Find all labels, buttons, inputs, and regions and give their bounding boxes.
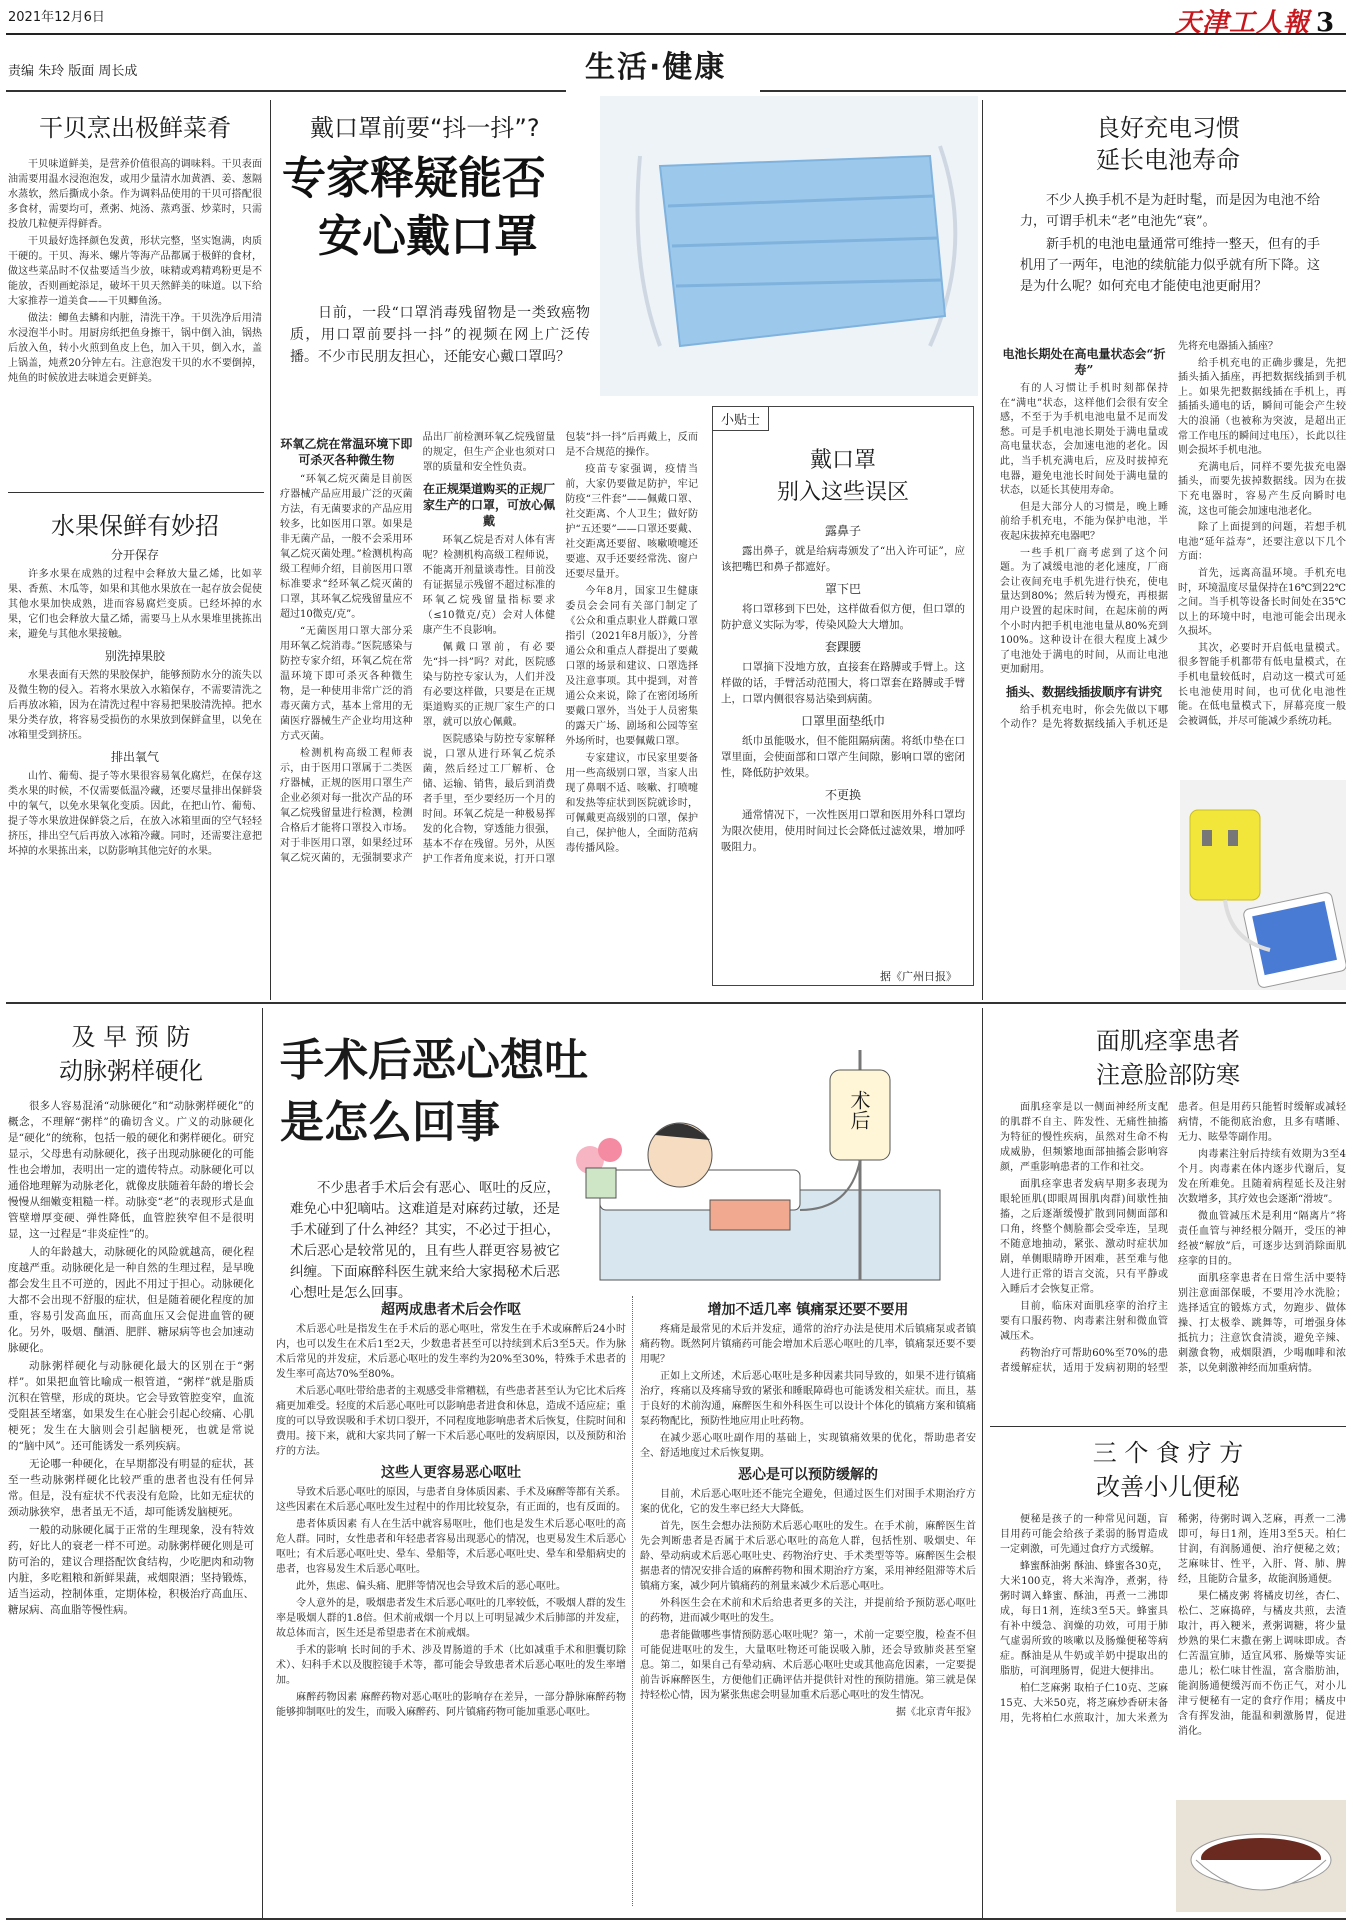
artery-body — [8, 1098, 254, 1618]
rule-mid-left — [6, 1002, 1346, 1004]
surgery-para: 目前，术后恶心呕吐还不能完全避免，但通过医生们对围手术期治疗方案的优化，它的发生率已经大大降低。 — [640, 1489, 976, 1515]
face-title-line1: 面肌痉挛患者 — [1096, 1027, 1240, 1055]
battery-para: 其次，必要时开启低电量模式。很多智能手机都带有低电量模式，在手机电量较低时，启动这一模式可延长电池使用时间，也可优化电池性能。在低电量模式下，屏幕亮度一般会被调低，并尽可能减少系统功耗。 — [1178, 642, 1346, 727]
mask-headline-line2: 安心戴口罩 — [318, 211, 538, 262]
header-editors: 责编 朱玲 版面 周长成 — [8, 64, 138, 79]
scallop-para: 做法：鲫鱼去鳞和内脏，清洗干净。干贝洗净后用清水浸泡半小时。用厨房纸把鱼身擦干，锅中倒入油，锅热后放入鱼，转小火煎到鱼皮上色，加入干贝，倒入水，盖上锅盖，炖煮20分钟左右。注意泡发干贝的水不要倒掉，炖鱼的时候放进去味道会更鲜美。 — [8, 313, 262, 384]
surgery-para: 此外，焦虑、偏头痛、肥胖等情况也会导致术后的恶心呕吐。 — [296, 1581, 566, 1592]
surgery-subhead-3: 增加不适几率 镇痛泵还要不要用 — [707, 1302, 909, 1318]
face-para: 面肌痉挛患者发病早期多表现为眼轮匝肌(即眼周围肌肉群)间歇性抽搐，之后逐渐缓慢扩散到同侧面部和口角，终整个侧脸都会受牵连，呈现不随意地抽动，紧张、激动时症状加剧，单侧眼睛睁开困难，甚至难与他人进行正常的语言交流，只有平静或入睡后才会恢复正常。 — [1000, 1179, 1168, 1295]
battery-para: 充满电后，同样不要先拔充电器插头，而要先拔掉数据线。因为在拔下充电器时，容易产生反向瞬时电流，这也可能会加速电池老化。 — [1178, 461, 1346, 517]
face-para: 药物治疗可帮助60%至70%的患者缓解症状，适用于发病初期的轻型患者。但是用药只能暂时缓解或减轻病情，不能彻底治愈，且多有嗜睡、无力、眩晕等副作用。 — [1000, 1102, 1346, 1374]
surgery-subhead-1: 超两成患者术后会作呕 — [381, 1302, 521, 1318]
fruit-subhead: 别洗掉果胶 — [104, 649, 165, 663]
artery-para: 很多人容易混淆“动脉硬化”和“动脉粥样硬化”的概念，不理解“粥样”的确切含义。广义的动脉硬化是“硬化”的统称，包括一般的硬化和粥样硬化。研究显示，父母患有动脉硬化，孩子出现动脉硬化的可能性也会增加，表明出一定的遗传特点。动脉硬化可以通俗地理解为动脉老化，就像皮肤随着年龄的增长会慢慢从细嫩变粗糙一样。动脉变“老”的表现形式是血管壁增厚变硬、弹性降低，血管腔狭窄但不是很明显，这一过程是“非炎症性”的。 — [8, 1100, 254, 1240]
battery-para: 一些手机厂商考虑到了这个问题。为了减缓电池的老化速度，厂商会让夜间充电手机先进行快充，使电量达到80%；然后转为慢充，再根据用户设置的起床时间，在起床前的两个小时内把手机电池电量从80%充到100%。这种设计在很大程度上减少了电池处于满电的时间，从而让电池更加耐用。 — [1000, 547, 1168, 676]
face-para: 肉毒素注射后持续有效期为3至4个月。肉毒素在体内逐步代谢后，复发在所难免。且随着病程延长及注射次数增多，其疗效也会逐渐“滑坡”。 — [1178, 1149, 1346, 1205]
surgical-mask-icon — [600, 96, 978, 396]
face-title-line2: 注意脸部防寒 — [1096, 1061, 1240, 1089]
tips-box — [712, 406, 974, 986]
mask-para: 检测机构高级工程师表示，由于医用口罩属于二类医疗器械，正规的医用口罩生产企业必须对每一批次产品的环氧乙烷残留量进行检测，检测合格后才能将口罩投入市场。对于非医用口罩，如果经过环氧乙烷灭菌的，无强制要求产品出厂前检测环氧乙烷残留量的规定，但生产企业也须对口罩的质量和安全性负责。 — [280, 432, 556, 864]
patient-iv-illustration-icon — [560, 1040, 976, 1290]
face-title — [990, 1024, 1346, 1092]
mask-subhead-2: 在正规渠道购买的正规厂家生产的口罩，可放心佩戴 — [422, 482, 555, 528]
fruit-title: 水果保鲜有妙招 — [51, 512, 219, 540]
rule-col1-bottom — [262, 1008, 263, 1918]
artery-para: 动脉粥样硬化与动脉硬化最大的区别在于“粥样”。如果把血管比喻成一根管道，“粥样”就是脂质沉积在管壁，形成的斑块。它会导致管腔变窄，血流受阻甚至堵塞，如果发生在心脏会引起心绞痛、心肌梗死；发生在大脑则会引起脑梗死，也就是常说的“脑中风”。还可能诱发一系列疾病。 — [8, 1360, 254, 1452]
surgery-subhead-2: 这些人更容易恶心呕吐 — [381, 1465, 521, 1481]
tips-para: 露出鼻子，就是给病毒颁发了“出入许可证”，应该把嘴巴和鼻子都遮好。 — [721, 545, 965, 573]
fruit-para: 山竹、葡萄、提子等水果很容易氧化腐烂，在保存这类水果的时候，不仅需要低温冷藏，还要尽量排出保鲜袋中的氧气，以免水果氧化变质。因此，在把山竹、葡萄、提子等水果放进保鲜袋之后，在放入冰箱里面的空气轻轻挤压，排出空气后再放入冰箱冷藏。同时，还需要注意把坏掉的水果拣出来，以防影响其他完好的水果。 — [8, 771, 262, 857]
surgery-para: 外科医生会在术前和术后给患者更多的关注，并提前给予预防恶心呕吐的药物，进而减少呕吐的发生。 — [640, 1598, 976, 1624]
rule-face-kids — [990, 1426, 1346, 1427]
mask-para: “环氧乙烷灭菌是目前医疗器械产品应用最广泛的灭菌方法，有无菌要求的产品应用较多，比如医用口罩。如果是非无菌产品，一般不会采用环氧乙烷灭菌处理。”检测机构高级工程师介绍，目前医用口罩标准要求“经环氧乙烷灭菌的口罩，其环氧乙烷残留量应不超过10微克/克”。 — [280, 474, 413, 620]
surgery-para: 患者能做哪些事情预防恶心呕吐呢？第一，术前一定要空腹，检查不但可能促进呕吐的发生，大量呕吐物还可能误吸入肺，还会导致肺炎甚至窒息。第二，如果自己有晕动病、术后恶心呕吐史或其他高危因素，一定要提前告诉麻醉医生，方便他们正确评估并提供针对性的预防措施。第三就是保持轻松心情，因为紧张焦虑会明显加重术后恶心呕吐的发生情况。 — [640, 1630, 976, 1701]
rule-scallop-fruit — [8, 492, 264, 493]
tips-subhead: 露鼻子 — [824, 524, 861, 538]
battery-para: 有的人习惯让手机时刻都保持在“满电”状态，这样他们会很有安全感，不至于为手机电池电量不足而发愁。可是手机电池长期处于满电量或高电量状态，会加速电池的老化。因此，当手机充满电后，应及时拔掉充电器，避免电池长时间处于满电量的状态，以延长其使用寿命。 — [1000, 383, 1168, 497]
surgery-body-left — [276, 1296, 626, 1906]
kids-title-line2: 改善小儿便秘 — [1096, 1473, 1240, 1501]
battery-lead — [1020, 190, 1320, 299]
tips-subhead: 口罩里面垫纸巾 — [800, 714, 885, 728]
mask-para: 佩戴口罩前，有必要先“抖一抖”吗？对此，医院感染与防控专家认为，人们并没有必要这样做，只要是在正规渠道购买的正规厂家生产的口罩，就可以放心佩戴。 — [422, 642, 556, 728]
surgery-para: 在减少恶心呕吐副作用的基础上，实现镇痛效果的优化，帮助患者安全、舒适地度过术后恢复期。 — [640, 1433, 976, 1459]
battery-para: 但是大部分人的习惯是，晚上睡前给手机充电，不能为保护电池，半夜起床拔掉充电器吧？ — [1000, 501, 1168, 542]
surgery-para: 首先，医生会想办法预防术后恶心呕吐的发生。在手术前，麻醉医生首先会判断患者是否属于术后恶心呕吐的高危人群，包括性别、吸烟史、年龄、晕动病或术后恶心呕吐史、药物治疗史、手术类型等等。麻醉医生会根据患者的情况安排合适的麻醉药物和围术期治疗方案，采用神经阻滞等术后镇痛方案，减少阿片镇痛药的剂量来减少术后恶心呕吐。 — [640, 1521, 976, 1592]
battery-para: 除了上面提到的问题，若想手机电池“延年益寿”，还要注意以下几个方面： — [1178, 522, 1346, 563]
mask-para: 环氧乙烷是否对人体有害呢？检测机构高级工程师说，不能离开剂量谈毒性。目前没有证据显示残留不超过标准的环氧乙烷残留量指标要求（≤10微克/克）会对人体健康产生不良影响。 — [422, 535, 556, 636]
face-body — [1000, 1100, 1346, 1420]
surgery-para: 导致术后恶心呕吐的原因，与患者自身体质因素、手术及麻醉等都有关系。这些因素在术后恶心呕吐发生过程中的作用比较复杂，有正面的，也有反面的。 — [276, 1487, 626, 1513]
surgery-headline-line1: 手术后恶心想吐 — [280, 1035, 588, 1086]
tips-para: 通常情况下，一次性医用口罩和医用外科口罩均为限次使用，使用时间过长会降低过滤效果，增加呼吸阻力。 — [721, 809, 965, 853]
tips-para: 口罩摘下没地方放，直接套在路膊或手臂上。这样做的话，手臂活动范围大，将口罩套在路膊或手臂上，口罩内侧很容易沾染到病菌。 — [721, 661, 965, 705]
tips-para: 纸巾虽能吸水，但不能阻隔病菌。将纸巾垫在口罩里面，会使面部和口罩产生间隙，影响口罩的密闭性，降低防护效果。 — [721, 735, 965, 779]
rule-col1 — [270, 100, 271, 1000]
fruit-subhead: 分开保存 — [110, 548, 159, 562]
header-rule-top — [6, 33, 1346, 35]
face-para: 微血管减压术是利用“隔离片”将责任血管与神经根分隔开，受压的神经被“解放”后，可逐步达到消除面肌痉挛的目的。 — [1178, 1211, 1346, 1267]
tips-subhead: 套踝腰 — [824, 640, 861, 654]
scallop-body — [8, 157, 262, 386]
rule-surgery-inner — [632, 1296, 633, 1906]
kids-title — [990, 1436, 1346, 1504]
artery-para: 无论哪一种硬化，在早期都没有明显的症状，甚至一些动脉粥样硬化比较严重的患者也没有任何异常。但是，没有症状不代表没有危险，比如无症状的颈动脉狭窄，患者虽无不适，却可能诱发脑梗死。 — [8, 1458, 254, 1518]
page-number: 3 — [1316, 8, 1336, 38]
kids-para: 蜂蜜酥油粥 酥油、蜂蜜各30克，大米100克，将大米淘净，煮粥，待粥时调入蜂蜜、酥油，再煮一二沸即成，每日1剂，连续3至5天。蜂蜜具有补中缓急、润燥的功效，可用于肺气虚弱所致的咳嗽以及肠燥便秘等病症。酥油是从牛奶或羊奶中提取出的脂肪，可润理肠胃，促进大便排出。 — [1000, 1561, 1168, 1677]
surgery-para: 术后恶心吐是指发生在手术后的恶心呕吐，常发生在手术或麻醉后24小时内，也可以发生在术后1至2天，少数患者甚至可以持续到术后3至5天。作为脉术后常见的并发症，术后恶心呕吐的发生率约为20%至30%，特殊手术患者的发生率可高达70%至80%。 — [276, 1324, 626, 1380]
scallop-para: 干贝味道鲜美，是营养价值很高的调味料。干贝表面油需要用温水浸泡泡发，或用少量清水加黄酒、姜、葱隔水蒸软，然后撕成小条。作为调料品使用的干贝可搭配很多食材，需要均可，煮粥、炖汤、蒸鸡蛋、炒菜时，只需投放几粒便弄得鲜香。 — [8, 159, 262, 230]
mask-lead: 日前，一段“口罩消毒残留物是一类致癌物质，用口罩前要抖一抖”的视频在网上广泛传播。不少市民朋友担心，还能安心戴口罩吗？ — [290, 305, 590, 365]
battery-para: 给手机充电时，你会先做以下哪个动作？是先将数据线插入手机还是先将充电器插入插座？ — [1000, 341, 1278, 731]
tips-subhead: 不更换 — [824, 788, 861, 802]
battery-title-line1: 良好充电习惯 — [1096, 114, 1240, 142]
face-para: 面肌痉挛是以一侧面神经所支配的肌群不自主、阵发性、无痛性抽搐为特征的慢性疾病，虽然对生命不构成威胁，但频繁地面部抽搐会影响容颜，严重影响患者的工作和社交。 — [1000, 1102, 1168, 1173]
surgery-headline-line2: 是怎么回事 — [280, 1097, 500, 1148]
mask-para: 疫苗专家强调，疫情当前，大家仍要做足防护，牢记防疫“三件套”——佩戴口罩、社交距离、个人卫生；做好防护“五还要”——口罩还要戴、社交距离还要留、咳嗽喷嚏还要遮、双手还要经常洗、窗户还要尽量开。 — [565, 464, 698, 580]
mask-para: “无菌医用口罩大部分采用环氧乙烷消毒。”医院感染与防控专家介绍，环氧乙烷在常温环境下即可杀灭各种微生物，是一种使用非常广泛的消毒灭菌方式，基本上常用的无菌医疗器械生产企业均用这种方式灭菌。 — [280, 626, 413, 742]
battery-para: 首先，远离高温环境。手机充电时，环境温度尽量保持在16℃到22℃之间。当手机等设备长时间处在35℃以上的环境中时，电池可能会出现永久损坏。 — [1178, 567, 1346, 638]
mask-headline-line1: 专家释疑能否 — [282, 153, 546, 204]
mask-para: 专家建议，市民家里要备用一些高级别口罩，当家人出现了鼻咽不适、咳嗽、打喷嚏和发热等症状到医院就诊时，可佩戴更高级别的口罩，保护自己，保护他人，全面防范病毒传播风险。 — [565, 753, 698, 854]
battery-subhead-1: 电池长期处在高电量状态会“折寿” — [1002, 347, 1166, 377]
porridge-bowl-icon — [1176, 1800, 1346, 1912]
battery-body — [1000, 340, 1346, 760]
tips-subhead: 罩下巴 — [824, 582, 861, 596]
phone-charging-image — [1180, 780, 1346, 990]
battery-title-line2: 延长电池寿命 — [1096, 146, 1240, 174]
mask-subhead-1: 环氧乙烷在常温环境下即可杀灭各种微生物 — [280, 437, 413, 467]
kids-para: 便秘是孩子的一种常见问题，盲目用药可能会给孩子柔弱的肠胃造成一定刺激，可先通过食疗方式缓解。 — [1000, 1514, 1168, 1555]
header-date: 2021年12月6日 — [8, 10, 105, 25]
surgery-para: 令人意外的是，吸烟患者发生术后恶心呕吐的几率较低，不吸烟人群的发生率是吸烟人群的1.8倍。但术前戒烟一个月以上可明显减少术后肺部的并发症，故总体而言，医生还是希望患者在术前戒烟。 — [276, 1598, 626, 1639]
surgery-lead: 不少患者手术后会有恶心、呕吐的反应，难免心中犯嘀咕。这难道是对麻药过敏，还是手术碰到了什么神经？其实，不必过于担心，术后恶心是较常见的，且有些人群更容易被它纠缠。下面麻醉科医生就来给大家揭秘术后恶心想吐是怎么回事。 — [290, 1180, 560, 1301]
scallop-para: 干贝最好选择颜色发黄，形状完整，坚实饱满，肉质干硬的。干贝、海米、螺片等海产品都属于极鲜的食材，做这些菜品时不仅盐要适当少放，味精或鸡精鸡粉更是不能放，否则画蛇添足，破坏干贝天然鲜美的味道。以下给大家推荐一道美食——干贝鲫鱼汤。 — [8, 236, 262, 307]
surgery-body-right — [640, 1296, 976, 1906]
battery-title — [990, 112, 1346, 176]
article-fruit — [8, 500, 262, 861]
battery-lead-para: 不少人换手机不是为赶时髦，而是因为电池不给力，可谓手机未“老”电池先“衰”。 — [1020, 193, 1320, 229]
battery-subhead-2: 插头、数据线插拔顺序有讲究 — [1005, 684, 1162, 699]
section-title: 生活·健康 — [585, 50, 727, 85]
mask-body — [280, 430, 698, 950]
artery-title-line2: 动脉粥样硬化 — [59, 1057, 203, 1085]
rule-col3 — [982, 100, 983, 1000]
surgery-illustration — [560, 1040, 976, 1290]
tips-label: 小贴士 — [712, 406, 769, 431]
mask-para: 今年8月，国家卫生健康委员会会同有关部门制定了《公众和重点职业人群戴口罩指引（2021年8月版）》，分普通公众和重点人群提出了要戴口罩的场景和建议、口罩选择及注意事项。其中提到，对普通公众来说，除了在密闭场所要戴口罩外，当处于人员密集的露天广场、剧场和公园等室外场所时，也要佩戴口罩。 — [565, 586, 698, 747]
surgery-image-label: 术后 — [847, 1090, 871, 1130]
surgery-para: 术后恶心呕吐带给患者的主观感受非常糟糕，有些患者甚至认为它比术后疼痛更加难受。轻度的术后恶心呕吐可以影响患者进食和休息，造成不适应症；重度的可以导致误吸和手术切口裂开，不同程度地影响患者术后恢复，住院时间和费用。接下来，就和大家共同了解一下术后恶心呕吐的发病原因，以及预防和治疗的方法。 — [276, 1386, 626, 1457]
mask-kicker: 戴口罩前要“抖一抖”? — [310, 114, 540, 142]
artery-title-line1: 及 早 预 防 — [71, 1023, 191, 1051]
battery-para: 给手机充电的正确步骤是，先把插头插入插座，再把数据线插到手机上。如果先把数据线插在手机上，再插插头通电的话，瞬间可能会产生较大的浪涌（也被称为突波，是超出正常工作电压的瞬间过电压），长此以往则会损坏手机电池。 — [1178, 357, 1346, 457]
surgery-para: 患者体质因素 有人在生活中就容易呕吐，他们也是发生术后恶心呕吐的高危人群。同时，女性患者和年轻患者容易出现恶心的情况，也更易发生术后恶心呕吐；有术后恶心呕吐史、晕车、晕船等，术后恶心呕吐史、晕车和晕船病史的患者，也容易发生术后恶心呕吐。 — [276, 1519, 626, 1575]
surgery-para: 正如上文所述，术后恶心呕吐是多种因素共同导致的，如果不进行镇痛治疗，疼痛以及疼痛导致的紧张和睡眠障碍也可能诱发相关症状。而且，基于良好的术前沟通，麻醉医生和外科医生可以设计个体化的镇痛方案和镇痛泵药物配比，预防性地应用止吐药物。 — [640, 1371, 976, 1427]
mask-source: 据《广州日报》 — [880, 970, 957, 983]
article-scallop — [8, 100, 262, 388]
surgery-para: 疼痛是最常见的术后并发症，通常的治疗办法是使用术后镇痛泵或者镇痛药物。既然阿片镇痛药可能会增加术后恶心呕吐的几率，镇痛泵还要不要用呢？ — [640, 1324, 976, 1365]
rule-col3-bottom — [982, 1008, 983, 1918]
kids-title-line1: 三 个 食 疗 方 — [1092, 1439, 1244, 1467]
surgery-para: 手术的影响 长时间的手术、涉及胃肠道的手术（比如减重手术和胆囊切除术）、妇科手术以及腹腔镜手术等，都可能会导致患者术后恶心呕吐的发生率增加。 — [276, 1645, 626, 1686]
tips-para: 将口罩移到下巴处，这样做看似方便，但口罩的防护意义实际为零，传染风险大大增加。 — [721, 603, 965, 631]
porridge-image — [1176, 1800, 1346, 1912]
artery-title — [8, 1020, 254, 1088]
face-para: 面肌痉挛患者在日常生活中要特别注意面部保暖，不要用冷水洗脸；选择适宜的锻炼方式，勿跑步、做体操、打太极拳、跳舞等，可增强身体抵抗力；注意饮食清淡，避免辛辣、刺激食物，戒烟限酒，少喝咖啡和浓茶，以免刺激神经而加重病情。 — [1178, 1273, 1346, 1374]
mask-image — [600, 96, 978, 396]
surgery-source: 据《北京青年报》 — [896, 1707, 976, 1718]
rule-bottom — [6, 1918, 1346, 1920]
artery-para: 人的年龄越大，动脉硬化的风险就越高，硬化程度越严重。动脉硬化是一种自然的生理过程，是早晚都会发生且不可逆的，因此不用过于担心。动脉硬化大都不会出现不舒服的症状，但是随着硬化程度的加重，容易引发高血压，而高血压又会促进血管的硬化。另外，吸烟、酗酒、肥胖、糖尿病等也会加速动脉硬化。 — [8, 1246, 254, 1354]
kids-para: 果仁橘皮粥 将橘皮切丝，杏仁、松仁、芝麻捣碎，与橘皮共煎，去渣取汁，再入粳米，煮粥调糖，将少量炒熟的果仁末撒在粥上调味即成。杏仁苦温宣肺，适宜风邪、肠燥等实证患儿；松仁味甘性温，富含脂肪油，能润肠通便缓泻而不伤正气，对小儿津亏便秘有一定的食疗作用；橘皮中含有挥发油，能温和刺激肠胃，促进消化。 — [1178, 1591, 1346, 1737]
header-rule-right — [760, 90, 1346, 92]
tips-title-line2: 别入这些误区 — [776, 480, 909, 505]
fruit-subhead: 排出氧气 — [110, 750, 159, 764]
artery-para: 一般的动脉硬化属于正常的生理现象，没有特效药，好比人的衰老一样不可逆。动脉粥样硬化则是可防可治的，建议合理搭配饮食结构，少吃肥肉和动物内脏，多吃粗粮和新鲜果蔬，戒烟限酒；坚持锻炼，适当运动，控制体重，定期体检，积极治疗高血压、糖尿病、高血脂等慢性病。 — [8, 1524, 254, 1616]
article-artery — [8, 1012, 254, 1620]
mask-para: 医院感染与防控专家解释说，口罩从进行环氧乙烷杀菌，然后经过工厂解析、仓储、运输、销售，最后到消费者手里，至少要经历一个月的时间。环氧乙烷是一种极易挥发的化合物，穿透能力很强，基本不存在残留。另外，从医护工作者角度来说，打开口罩包装“抖一抖”后再戴上，反而是不合规范的操作。 — [422, 432, 698, 865]
fruit-body — [8, 547, 262, 859]
tips-title — [721, 445, 965, 509]
surgery-para: 麻醉药物因素 麻醉药物对恶心呕吐的影响存在差异，一部分静脉麻醉药物能够抑制呕吐的发生，而吸入麻醉药、阿片镇痛药物可能加重恶心呕吐。 — [276, 1692, 626, 1718]
tips-title-line1: 戴口罩 — [809, 448, 876, 473]
header-rule-left — [6, 90, 566, 92]
surgery-subhead-4: 恶心是可以预防缓解的 — [738, 1467, 878, 1483]
kids-para: 柏仁芝麻粥 取柏子仁10克、芝麻15克、大米50克，将芝麻炒香研末备用，先将柏仁水煎取汁，加大米煮为稀粥，待粥时调入芝麻，再煮一二沸即可，每日1剂，连用3至5天。柏仁甘润，有润肠通便、治疗便秘之效；芝麻味甘、性平，入肝、肾、肺、脾经，且能防合量多，故能润肠通便。 — [1000, 1514, 1346, 1724]
phone-charger-icon — [1180, 780, 1346, 990]
mask-headline — [282, 150, 622, 266]
tips-body — [721, 523, 965, 855]
battery-lead-para: 新手机的电池电量通常可维持一整天，但有的手机用了一两年，电池的续航能力似乎就有所下降。这是为什么呢？如何充电才能使电池更耐用？ — [1020, 237, 1320, 294]
paper-name-text: 天津工人報 — [1175, 8, 1311, 38]
scallop-title: 干贝烹出极鲜菜肴 — [39, 114, 231, 142]
face-para: 目前，临床对面肌痉挛的治疗主要有口服药物、肉毒素注射和微血管减压术。 — [1000, 1301, 1168, 1342]
fruit-para: 许多水果在成熟的过程中会释放大量乙烯，比如苹果、香蕉、木瓜等，如果和其他水果放在一起存放会促使其他水果加快成熟，进而容易腐烂变质。已经坏掉的水果，它们也会释放大量乙烯，需要马上从水果堆里挑拣出来，避免与其他水果接触。 — [8, 569, 262, 640]
fruit-para: 水果表面有天然的果胶保护，能够预防水分的流失以及微生物的侵入。若将水果放入水箱保存，不需要清洗之后再放冰箱，因为在清洗过程中容易把果胶清洗掉。把水果分类存放，将容易受损伤的水果放到保鲜盒里，以免在冰箱里受到挤压。 — [8, 670, 262, 741]
